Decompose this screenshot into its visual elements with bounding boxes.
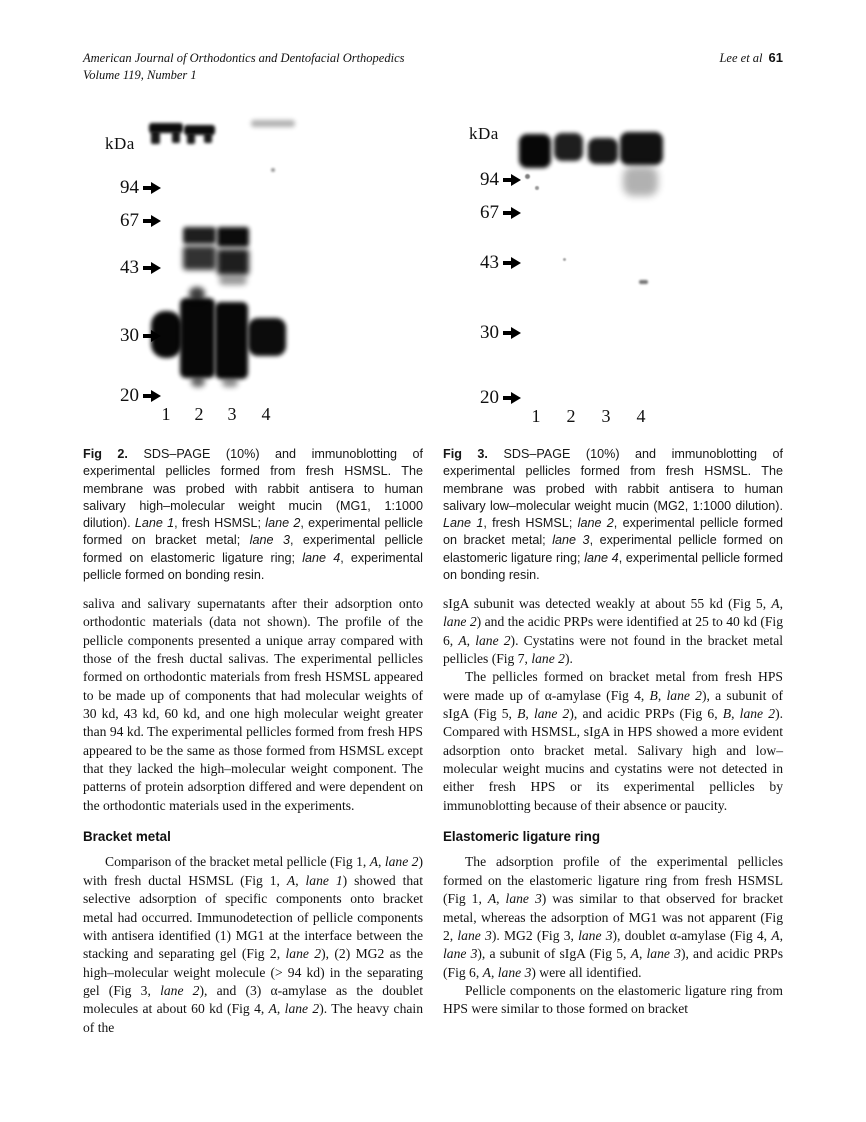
molecular-weight-marker [109,177,162,199]
journal-title-block [83,50,405,84]
gel-band [525,174,530,179]
marker-value: 94 [120,177,139,198]
gel-band [219,276,247,285]
marker-arrow-icon [143,215,162,227]
body-paragraph: sIgA subunit was detected weakly at about 55 kd (Fig 5, A, lane 2) and the acidic PRPs were identified at 25 to 40 kd (Fig 6, A, lane 2). Cystatins were not found in the bracket metal pellicles (Fig 7, lane 2). [443,596,784,667]
marker-value: 94 [480,169,499,190]
body-paragraph: Pellicle components on the elastomeric ligature ring from HPS were similar to those formed on bracket [443,982,783,1017]
figure-2 [83,108,423,584]
right-column [443,595,783,1019]
gel-band [217,249,249,275]
lane-number: 4 [261,404,271,424]
marker-arrow-icon [143,182,162,194]
marker-value: 20 [120,385,139,406]
molecular-weight-marker [469,387,522,409]
gel-band [563,258,566,261]
marker-arrow-icon [503,207,522,219]
body-paragraph: saliva and salivary supernatants after their adsorption onto orthodontic materials (data not shown). The profile of the pellicle components presented a unique array compared with those of the fresh ductal salivas. The experimental pellicles formed on orthodontic materials from fresh HSMSL appeared to be made up of components that had molecular weights of 30 kd, 43 kd, 60 kd, and one high molecular weight greater than 94 kd. The experimental pellicles formed from fresh HPS appeared to be the same as those formed from HSMSL except that they lacked the high–molecular weight component. The patterns of protein adsorption differed and were dependent on the orthodontic materials used in the experiments. [83,596,423,813]
running-authors-block [719,50,783,66]
gel-band [271,168,275,172]
figure-3-caption: Fig 3. SDS–PAGE (10%) and immunoblotting of experimental pellicles formed from fresh HSMSL. The membrane was probed with rabbit antisera to human salivary low–molecular weight mucin (MG2, 1:1000 dilution). Lane 1, fresh HSMSL; lane 2, experimental pellicle formed on bracket metal; lane 3, experimental pellicle formed on elastomeric ligature ring; lane 4, experimental pellicle formed on bonding resin. [443,447,784,583]
marker-arrow-icon [143,262,162,274]
molecular-weight-marker [109,257,162,279]
section-heading: Elastomeric ligature ring [443,829,601,845]
lane-number: 3 [227,404,237,424]
lane-number: 2 [194,404,204,424]
body-paragraph: Comparison of the bracket metal pellicle (Fig 1, A, lane 2) with fresh ductal HSMSL (Fig 1, A, lane 1) showed that selective adsorption of specific components onto bracket metal had occurred. Immunodetection of pellicle components with antisera identified (1) MG1 at the interface between the stacking and separating gel (Fig 2, lane 2), (2) MG2 as the high–molecular weight molecule (> 94 kd) in the separating gel (Fig 3, lane 2), and (3) α-amylase as the doublet molecules at about 60 kd (Fig 4, A, lane 2). The heavy chain of the [83,854,423,1035]
gel-band [588,138,618,164]
kda-unit-label: kDa [105,134,135,153]
journal-title: American Journal of Orthodontics and Dentofacial Orthopedics [83,51,405,65]
marker-arrow-icon [143,390,162,402]
marker-value: 43 [480,252,499,273]
gel-band [519,134,551,168]
journal-issue: Volume 119, Number 1 [83,68,197,82]
gel-band [251,120,295,127]
molecular-weight-marker [109,385,162,407]
molecular-weight-marker [469,252,522,274]
kda-unit-label: kDa [469,124,499,143]
gel-band [180,298,215,378]
gel-band [639,280,648,284]
gel-band [191,376,205,387]
marker-arrow-icon [503,327,522,339]
gel-band [554,133,583,161]
molecular-weight-marker [469,169,522,191]
marker-arrow-icon [503,174,522,186]
lane-number: 1 [161,404,171,424]
molecular-weight-marker [469,322,522,344]
marker-value: 43 [120,257,139,278]
figure-3 [443,108,783,584]
molecular-weight-marker [109,210,162,232]
gel-band [151,311,182,358]
gel-band [183,246,216,270]
lane-number: 1 [531,406,541,426]
gel-blot-image-fig3 [443,108,753,440]
gel-band [217,227,249,247]
molecular-weight-marker [469,202,522,224]
lane-number: 4 [636,406,646,426]
body-paragraph: The pellicles formed on bracket metal from fresh HPS were made up of α-amylase (Fig 4, B, lane 2), a subunit of sIgA (Fig 5, B, lane 2), and acidic PRPs (Fig 6, B, lane 2). Compared with HSMSL, sIgA in HPS showed a more evident adsorption onto bracket metal. Salivary high and low–molecular weight mucins and cystatins were not detected in either fresh HPS or its experimental pellicles by immunoblotting because of their absence or paucity. [443,669,784,813]
running-authors: Lee et al [719,51,763,65]
marker-value: 20 [480,387,499,408]
marker-arrow-icon [503,257,522,269]
running-header [83,50,783,84]
gel-band [151,131,160,144]
gel-band [535,186,539,190]
gel-band [623,166,658,196]
gel-blot-image-fig2 [83,108,393,440]
marker-value: 30 [480,322,499,343]
page-number: 61 [768,50,783,65]
gel-band [620,132,663,165]
gel-band [189,287,205,301]
gel-band [183,227,216,244]
body-paragraph: The adsorption profile of the experimental pellicles formed on the elastomeric ligature ring from fresh HSMSL (Fig 1, A, lane 3) was similar to that observed for bracket metal, whereas the adsorption of MG1 was not apparent (Fig 2, lane 3). MG2 (Fig 3, lane 3), doublet α-amylase (Fig 4, A, lane 3), a subunit of sIgA (Fig 5, A, lane 3), and acidic PRPs (Fig 6, A, lane 3) were all identified. [443,854,784,980]
marker-value: 67 [120,210,139,231]
gel-band [215,302,248,379]
gel-band [222,378,238,387]
gel-band [204,133,212,143]
marker-value: 67 [480,202,499,223]
lane-number: 2 [566,406,576,426]
gel-band [248,318,286,356]
gel-band [172,131,180,143]
left-column [83,595,423,1037]
marker-arrow-icon [503,392,522,404]
marker-value: 30 [120,325,139,346]
gel-band [187,133,195,144]
section-heading: Bracket metal [83,829,171,845]
figure-2-caption: Fig 2. SDS–PAGE (10%) and immunoblotting of experimental pellicles formed from fresh HSMSL. The membrane was probed with rabbit antisera to human salivary high–molecular weight mucin (MG1, 1:1000 dilution). Lane 1, fresh HSMSL; lane 2, experimental pellicle formed on bracket metal; lane 3, experimental pellicle formed on elastomeric ligature ring; lane 4, experimental pellicle formed on bonding resin. [83,447,424,583]
lane-number: 3 [601,406,611,426]
